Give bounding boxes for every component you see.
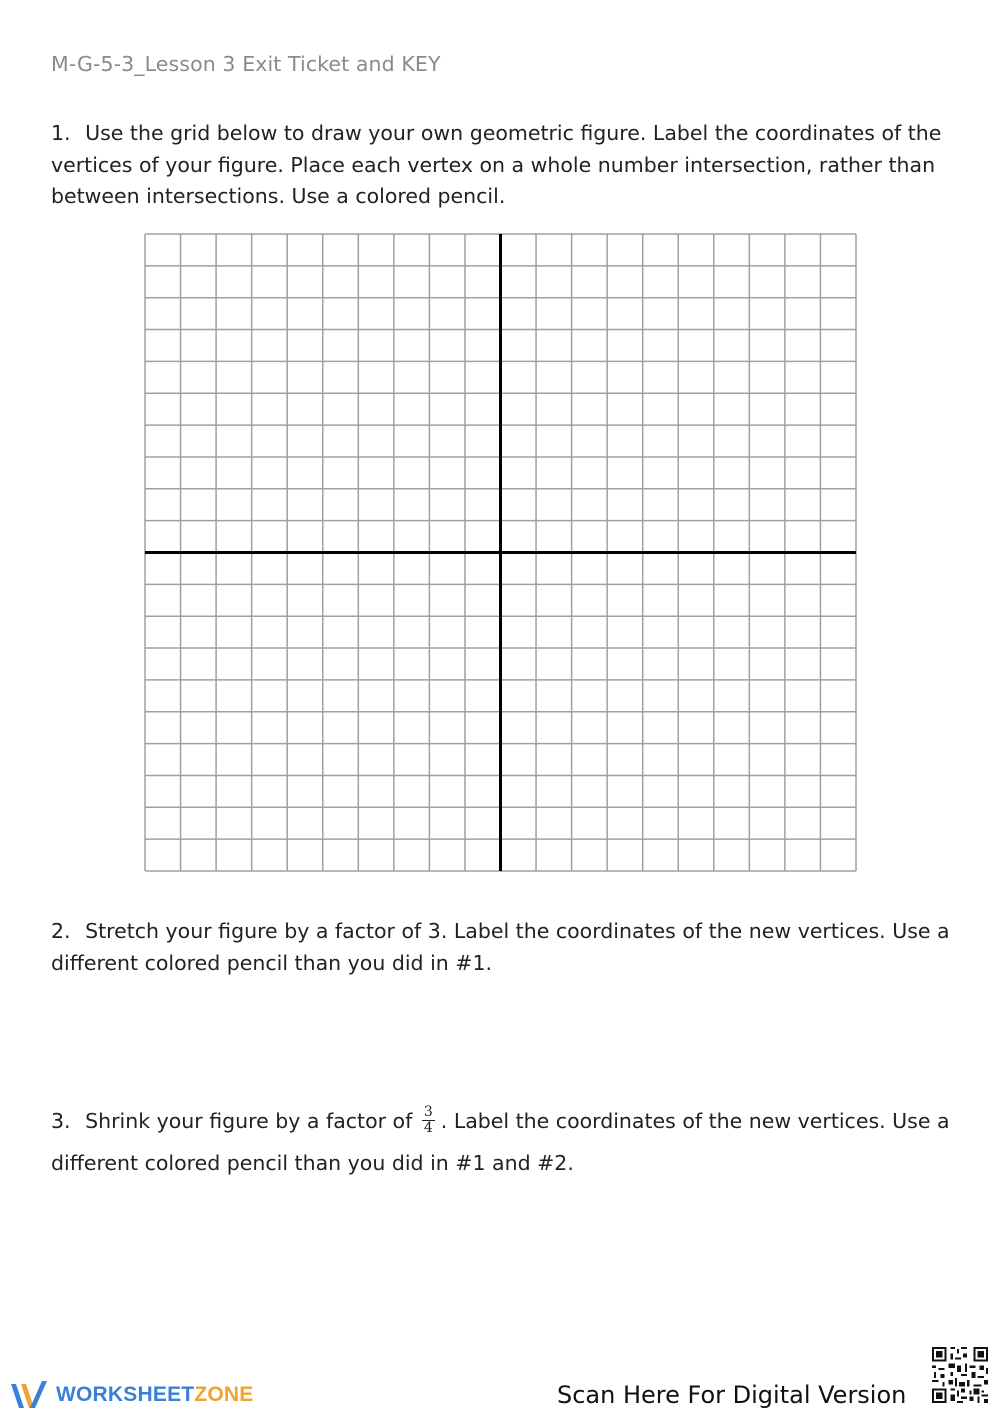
question-text: Stretch your figure by a factor of 3. Label the coordinates of the new vertices. Use a different colored pencil than you did in #1.: [51, 919, 950, 975]
question-text: Use the grid below to draw your own geometric figure. Label the coordinates of the vertices of your figure. Place each vertex on a whole number intersection, rather than between intersections. Use a colored pencil.: [51, 121, 942, 208]
page-header: M-G-5-3_Lesson 3 Exit Ticket and KEY: [51, 52, 441, 76]
coordinate-grid[interactable]: [144, 233, 857, 872]
fraction-numerator: 3: [423, 1103, 433, 1120]
w-logo-icon: [10, 1378, 50, 1412]
question-text-before: Shrink your figure by a factor of: [85, 1109, 413, 1133]
coordinate-grid-svg: [144, 233, 857, 872]
worksheet-zone-logo[interactable]: [10, 1378, 253, 1412]
question-number: 1.: [51, 121, 71, 145]
logo-text-worksheet: WORKSHEET: [56, 1383, 195, 1406]
question-number: 2.: [51, 919, 71, 943]
logo-text-zone: ZONE: [194, 1383, 254, 1406]
fraction-denominator: 4: [423, 1119, 433, 1136]
question-3: [51, 1100, 956, 1184]
scan-text: Scan Here For Digital Version: [557, 1381, 907, 1409]
qr-code-icon[interactable]: [930, 1344, 990, 1406]
fraction: [422, 1105, 435, 1136]
question-2: [51, 916, 956, 979]
question-text-after: . Label the coordinates of the new vertices. Use a different colored pencil than you did in #1 and #2.: [51, 1109, 950, 1175]
question-1: [51, 118, 956, 213]
question-number: 3.: [51, 1109, 71, 1133]
logo-text: [56, 1383, 253, 1407]
